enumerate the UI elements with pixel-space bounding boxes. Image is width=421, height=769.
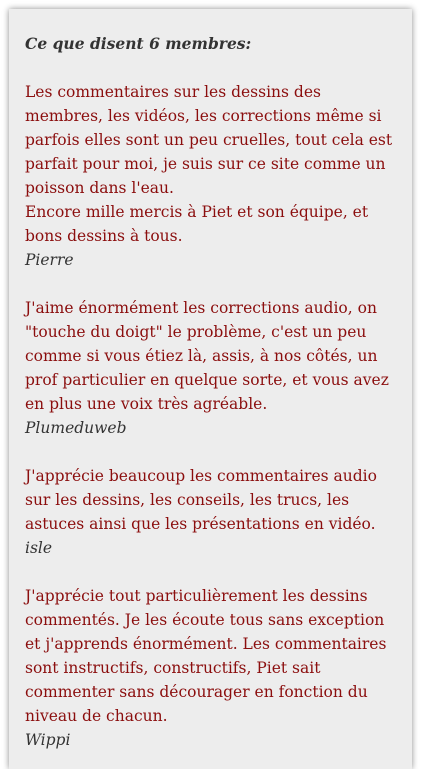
testimonial-item bbox=[25, 584, 398, 752]
testimonial-author: Wippi bbox=[25, 731, 71, 749]
testimonial-item bbox=[25, 464, 398, 560]
quote-line: J'aime énormément les corrections audio, on "touche du doigt" le problème, c'est un peu comme si vous étiez là, assis, à nos côtés, un prof particulier en quelque sorte, et vous avez en plus une voix très agréable. bbox=[25, 299, 389, 413]
testimonial-author: Plumeduweb bbox=[25, 419, 127, 437]
testimonials-panel bbox=[9, 9, 412, 769]
testimonial-quote bbox=[25, 584, 398, 728]
testimonial-author: isle bbox=[25, 539, 53, 557]
quote-line: J'apprécie beaucoup les commentaires audio sur les dessins, les conseils, les trucs, les astuces ainsi que les présentations en vidéo. bbox=[25, 467, 377, 533]
testimonial-quote bbox=[25, 464, 398, 536]
quote-line: Encore mille mercis à Piet et son équipe, et bons dessins à tous. bbox=[25, 203, 369, 245]
quote-line: Les commentaires sur les dessins des membres, les vidéos, les corrections même si parfois elles sont un peu cruelles, tout cela est parfait pour moi, je suis sur ce site comme un poisson dans l'eau. bbox=[25, 83, 393, 197]
testimonial-item bbox=[25, 296, 398, 440]
testimonial-quote bbox=[25, 296, 398, 416]
testimonial-author: Pierre bbox=[25, 251, 74, 269]
quote-line: J'apprécie tout particulièrement les dessins commentés. Je les écoute tous sans exception et j'apprends énormément. Les commentaires sont instructifs, constructifs, Piet sait commenter sans décourager en fonction du niveau de chacun. bbox=[25, 587, 387, 725]
testimonials-heading: Ce que disent 6 membres: bbox=[25, 34, 252, 53]
testimonial-item bbox=[25, 80, 398, 272]
testimonial-quote bbox=[25, 80, 398, 248]
